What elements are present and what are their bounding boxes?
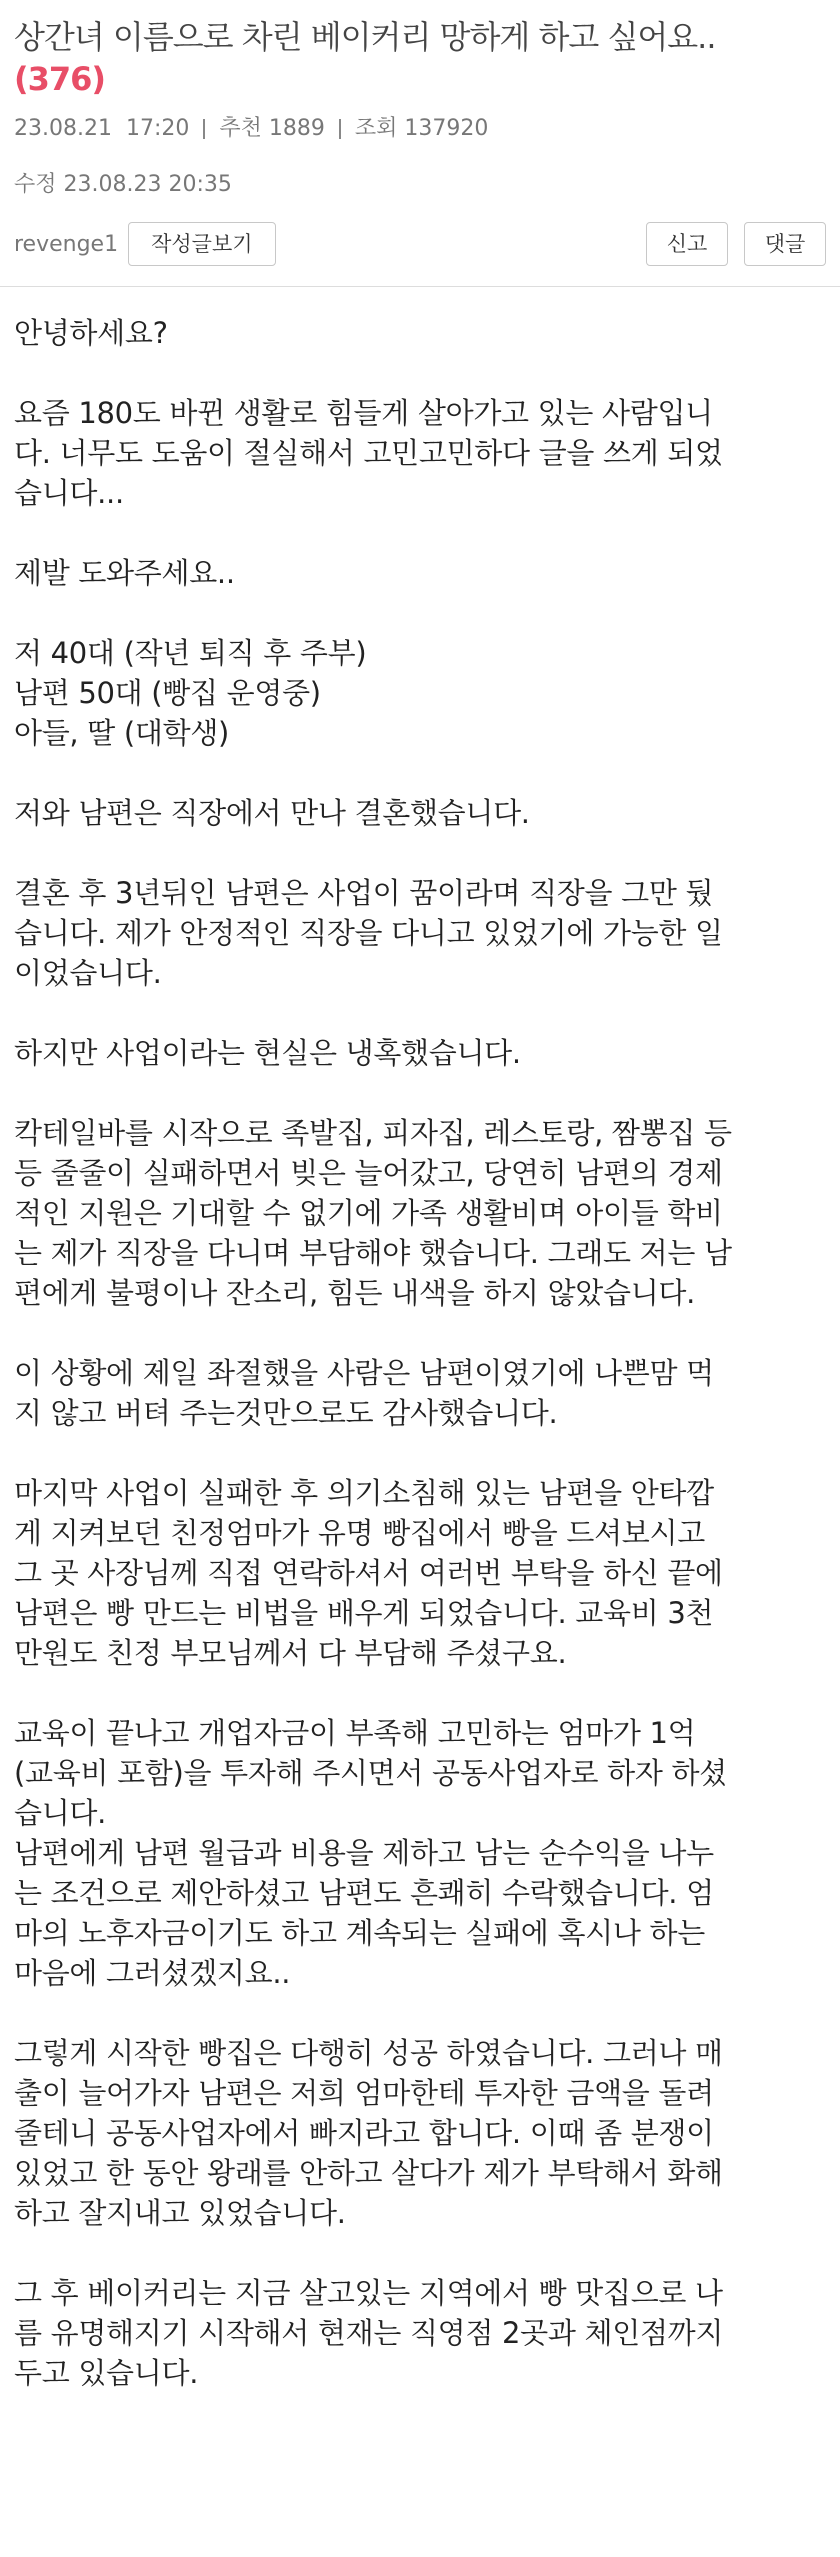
modified-time: 20:35 — [168, 172, 232, 197]
body-line: 남편은 빵 만드는 비법을 배우게 되었습니다. 교육비 3천 — [14, 1596, 714, 1630]
body-line: (교육비 포함)을 투자해 주시면서 공동사업자로 하자 하셨 — [14, 1756, 727, 1790]
body-line: 두고 있습니다. — [14, 2356, 199, 2390]
body-line: 는 제가 직장을 다니며 부담해야 했습니다. 그래도 저는 남 — [14, 1236, 732, 1270]
body-line: 하고 잘지내고 있었습니다. — [14, 2196, 346, 2230]
body-line: 남편에게 남편 월급과 비용을 제하고 남는 순수익을 나누 — [14, 1836, 714, 1870]
comment-button[interactable]: 댓글 — [744, 222, 826, 266]
post-title — [14, 16, 826, 100]
body-paragraph — [14, 393, 826, 513]
body-paragraph — [14, 553, 826, 593]
body-paragraph — [14, 1033, 826, 1073]
post-header — [0, 0, 840, 270]
body-line: 저와 남편은 직장에서 만나 결혼했습니다. — [14, 796, 530, 830]
author-name[interactable]: revenge1 — [14, 231, 119, 257]
body-line: 그 후 베이커리는 지금 살고있는 지역에서 빵 맛집으로 나 — [14, 2276, 723, 2310]
body-line: 이었습니다. — [14, 956, 162, 990]
body-line: 습니다. — [14, 1796, 107, 1830]
body-line: 안녕하세요? — [14, 316, 168, 350]
body-line: 출이 늘어가자 남편은 저희 엄마한테 투자한 금액을 돌려 — [14, 2076, 714, 2110]
body-paragraph — [14, 313, 826, 353]
body-line: 결혼 후 3년뒤인 남편은 사업이 꿈이라며 직장을 그만 뒀 — [14, 876, 714, 910]
body-line: 제발 도와주세요.. — [14, 556, 235, 590]
body-line: 습니다... — [14, 476, 124, 510]
modified-label: 수정 — [14, 172, 57, 197]
body-line: 름 유명해지기 시작해서 현재는 직영점 2곳과 체인점까지 — [14, 2316, 724, 2350]
body-line: 마음에 그러셨겠지요.. — [14, 1956, 291, 1990]
body-line: 편에게 불평이나 잔소리, 힘든 내색을 하지 않았습니다. — [14, 1276, 696, 1310]
view-author-posts-button[interactable]: 작성글보기 — [128, 222, 275, 266]
view-count: 조회 137920 — [354, 116, 489, 141]
report-button[interactable]: 신고 — [646, 222, 728, 266]
body-line: 그 곳 사장님께 직접 연락하셔서 여러번 부탁을 하신 끝에 — [14, 1556, 723, 1590]
body-line: 만원도 친정 부모님께서 다 부담해 주셨구요. — [14, 1636, 567, 1670]
body-line: 줄테니 공동사업자에서 빠지라고 합니다. 이때 좀 분쟁이 — [14, 2116, 714, 2150]
meta-divider — [203, 119, 205, 139]
post-date: 23.08.21 — [14, 116, 112, 141]
body-paragraph — [14, 1473, 826, 1673]
body-paragraph — [14, 1113, 826, 1313]
post-time: 17:20 — [125, 116, 190, 141]
body-line: 요즘 180도 바뀐 생활로 힘들게 살아가고 있는 사람입니 — [14, 396, 713, 430]
body-line: 습니다. 제가 안정적인 직장을 다니고 있었기에 가능한 일 — [14, 916, 723, 950]
body-paragraph — [14, 793, 826, 833]
reply-count[interactable]: (376) — [14, 60, 106, 98]
body-line: 그렇게 시작한 빵집은 다행히 성공 하였습니다. 그러나 매 — [14, 2036, 723, 2070]
meta-divider — [339, 119, 341, 139]
body-line: 지 않고 버텨 주는것만으로도 감사했습니다. — [14, 1396, 558, 1430]
body-paragraph — [14, 2033, 826, 2233]
modified-info — [14, 170, 826, 200]
like-count: 추천 1889 — [219, 116, 325, 141]
body-line: 마의 노후자금이기도 하고 계속되는 실패에 혹시나 하는 — [14, 1916, 705, 1950]
body-line: 남편 50대 (빵집 운영중) — [14, 676, 321, 710]
modified-date: 23.08.23 — [63, 172, 162, 197]
post-body — [0, 287, 840, 2393]
author-bar — [14, 222, 826, 270]
body-line: 칵테일바를 시작으로 족발집, 피자집, 레스토랑, 짬뽕집 등 — [14, 1116, 732, 1150]
body-line: 이 상황에 제일 좌절했을 사람은 남편이였기에 나쁜맘 먹 — [14, 1356, 714, 1390]
body-paragraph — [14, 873, 826, 993]
body-line: 있었고 한 동안 왕래를 안하고 살다가 제가 부탁해서 화해 — [14, 2156, 723, 2190]
body-line: 마지막 사업이 실패한 후 의기소침해 있는 남편을 안타깝 — [14, 1476, 714, 1510]
body-line: 등 줄줄이 실패하면서 빚은 늘어갔고, 당연히 남편의 경제 — [14, 1156, 723, 1190]
body-line: 저 40대 (작년 퇴직 후 주부) — [14, 636, 367, 670]
body-line: 는 조건으로 제안하셨고 남편도 흔쾌히 수락했습니다. 엄 — [14, 1876, 714, 1910]
post-meta — [14, 114, 826, 144]
body-line: 다. 너무도 도움이 절실해서 고민고민하다 글을 쓰게 되었 — [14, 436, 723, 470]
body-paragraph — [14, 1713, 826, 1993]
body-line: 적인 지원은 기대할 수 없기에 가족 생활비며 아이들 학비 — [14, 1196, 723, 1230]
body-line: 게 지켜보던 친정엄마가 유명 빵집에서 빵을 드셔보시고 — [14, 1516, 705, 1550]
post-title-text: 상간녀 이름으로 차린 베이커리 망하게 하고 싶어요.. — [14, 18, 716, 56]
body-paragraph — [14, 633, 826, 753]
body-line: 교육이 끝나고 개업자금이 부족해 고민하는 엄마가 1억 — [14, 1716, 696, 1750]
body-paragraph — [14, 1353, 826, 1433]
body-line: 아들, 딸 (대학생) — [14, 716, 230, 750]
body-paragraph — [14, 2273, 826, 2393]
body-line: 하지만 사업이라는 현실은 냉혹했습니다. — [14, 1036, 521, 1070]
